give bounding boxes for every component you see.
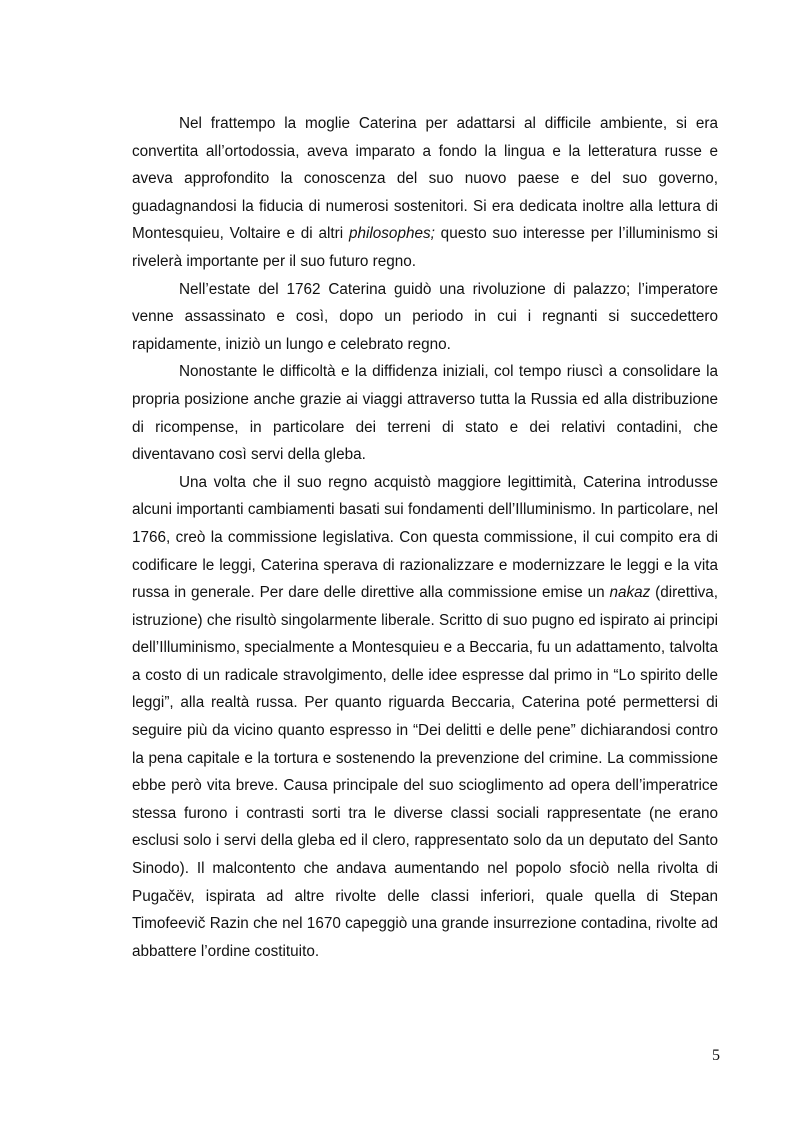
text-segment: Una volta che il suo regno acquistò maggiore legittimità, Caterina introdusse alcuni importanti cambiamenti basati sui fondamenti dell’Illuminismo. In particolare, nel 1766, creò la commissione legislativa. Con questa commissione, il cui compito era di codificare le leggi, Caterina sperava di razionalizzare e modernizzare le leggi e la vita russa in generale. Per dare delle direttive alla commissione emise un: [132, 473, 718, 602]
paragraph-3: [132, 358, 718, 468]
text-segment: Nonostante le difficoltà e la diffidenza iniziali, col tempo riuscì a consolidare la propria posizione anche grazie ai viaggi attraverso tutta la Russia ed alla distribuzione di ricompense, in particolare dei terreni di stato e dei relativi contadini, che diventavano così servi della gleba.: [132, 363, 718, 464]
text-segment: Nel frattempo la moglie Caterina per adattarsi al difficile ambiente, si era convertita all’ortodossia, aveva imparato a fondo la lingua e la letteratura russe e aveva approfondito la conoscenza del suo nuovo paese e del suo governo, guadagnandosi la fiducia di numerosi sostenitori. Si era dedicata inoltre alla lettura di Montesquieu, Voltaire e di altri: [132, 115, 718, 243]
text-segment: questo suo interesse per l’illuminismo si rivelerà importante per il suo futuro regno.: [132, 225, 718, 270]
body-text: [132, 110, 718, 965]
paragraph-1: [132, 110, 718, 276]
text-segment: Nell’estate del 1762 Caterina guidò una rivoluzione di palazzo; l’imperatore venne assassinato e così, dopo un periodo in cui i regnanti si succedettero rapidamente, iniziò un lungo e celebrato regno.: [132, 280, 718, 353]
page-number: 5: [712, 1047, 720, 1064]
italic-term-nakaz: nakaz: [609, 584, 651, 602]
paragraph-4: [132, 469, 718, 966]
paragraph-2: [132, 276, 718, 359]
italic-term-philosophes: philosophes;: [348, 225, 435, 243]
text-segment: (direttiva, istruzione) che risultò singolarmente liberale. Scritto di suo pugno ed ispirato ai principi dell’Illuminismo, specialmente a Montesquieu e a Beccaria, fu un adattamento, talvolta a costo di un radicale stravolgimento, delle idee espresse dal primo in “Lo spirito delle leggi”, alla realtà russa. Per quanto riguarda Beccaria, Caterina poté permettersi di seguire più da vicino quanto espresso in “Dei delitti e delle pene” dichiarandosi contro la pena capitale e la tortura e sostenendo la prevenzione del crimine. La commissione ebbe però vita breve. Causa principale del suo scioglimento ad opera dell’imperatrice stessa furono i contrasti sorti tra le diverse classi sociali rappresentate (ne erano esclusi solo i servi della gleba ed il clero, rappresentato solo da un deputato del Santo Sinodo). Il malcontento che andava aumentando nel popolo sfociò nella rivolta di Pugačëv, ispirata ad altre rivolte delle classi inferiori, quale quella di Stepan Timofeevič Razin che nel 1670 capeggiò una grande insurrezione contadina, rivolte ad abbattere l’ordine costituito.: [132, 584, 719, 960]
